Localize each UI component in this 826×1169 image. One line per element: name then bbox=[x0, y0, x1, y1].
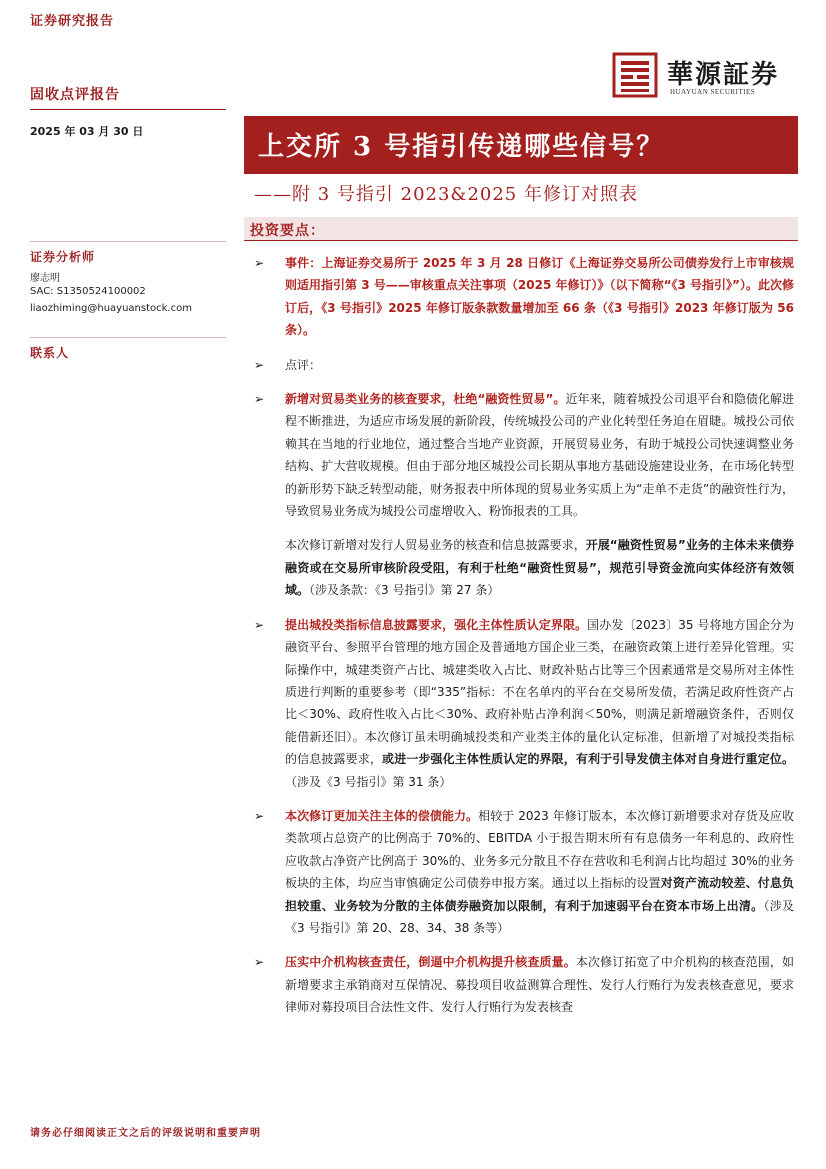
comment-label: 点评： bbox=[285, 357, 322, 372]
analyst-name: 廖志明 bbox=[30, 273, 60, 284]
paragraph bbox=[254, 534, 794, 601]
point-body: 相较于 2023 年修订版本，本次修订新增要求对存货及应收类款项占总资产的比例高于 70%的、EBITDA 小于报告期末所有有息债务一年利息的、政府性应收款占净资产比例高于 30%的、业务多元分散且不存在营收和毛利润占比均超过 30%的业务板块的主体，均应当审慎确定公司债券申报方案。通过以上指标的设置 bbox=[285, 808, 794, 891]
report-type-label: 证券研究报告 bbox=[30, 14, 115, 29]
arrow-bullet-icon: ➢ bbox=[254, 357, 265, 372]
analyst-label: 证券分析师 bbox=[30, 250, 96, 264]
point-body: 本次修订拓宽了中介机构的核查范围，如新增要求主承销商对互保情况、募投项目收益测算合理性、发行人行贿行为发表核查意见，要求律师对募投项目合法性文件、发行人行贿行为发表核查 bbox=[285, 955, 794, 1015]
list-item bbox=[254, 388, 794, 522]
sidebar-divider bbox=[30, 337, 226, 338]
point-heading: 压实中介机构核查责任，倒逼中介机构提升核查质量。 bbox=[285, 955, 576, 970]
report-date: 2025 年 03 月 30 日 bbox=[30, 125, 144, 138]
point-bold: 对资产流动较差、付息负担较重、业务较为分散的主体债券融资加以限制，有利于加速弱平台在资本市场上出清。 bbox=[285, 876, 794, 913]
huayuan-logo-icon bbox=[612, 52, 658, 98]
list-item bbox=[254, 805, 794, 939]
section-heading-bar bbox=[244, 217, 798, 241]
point-heading: 本次修订更加关注主体的偿债能力。 bbox=[285, 808, 479, 823]
header-divider bbox=[30, 109, 226, 110]
paragraph-bold: 开展“融资性贸易”业务的主体未来债券融资或在交易所审核阶段受阻，有利于杜绝“融资性贸易”，规范引导资金流向实体经济有效领域。 bbox=[285, 538, 794, 598]
point-ref: （涉及《3 号指引》第 31 条） bbox=[285, 774, 452, 789]
footer-disclaimer: 请务必仔细阅读正文之后的评级说明和重要声明 bbox=[30, 1128, 261, 1139]
logo-name-en: HUAYUAN SECURITIES bbox=[670, 88, 756, 96]
analyst-sac: SAC: S1350524100002 bbox=[30, 286, 146, 297]
sidebar-divider bbox=[30, 241, 226, 242]
point-body: 国办发〔2023〕35 号将地方国企分为融资平台、参照平台管理的地方国企及普通地方国企业三类，在融资政策上进行差异化管理。实际操作中，城建类资产占比、城建类收入占比、财政补贴占比等三个因素通常是交易所对主体性质进行判断的重要参考（即“335”指标：不在名单内的平台在交易所发债，若满足政府性资产占比＜30%、政府性收入占比＜30%、政府补贴占净利润＜50%，则满足新增融资条件，否则仅能借新还旧）。本次修订虽未明确城投类和产业类主体的量化认定标准，但新增了对城投类指标的信息披露要求， bbox=[285, 617, 794, 767]
list-item bbox=[254, 951, 794, 1018]
arrow-bullet-icon: ➢ bbox=[254, 617, 265, 632]
contact-label: 联系人 bbox=[30, 346, 70, 360]
arrow-bullet-icon: ➢ bbox=[254, 392, 265, 407]
list-item bbox=[254, 354, 794, 376]
point-heading: 提出城投类指标信息披露要求，强化主体性质认定界限。 bbox=[285, 617, 588, 632]
report-category-label: 固收点评报告 bbox=[30, 87, 120, 103]
arrow-bullet-icon: ➢ bbox=[254, 256, 265, 270]
paragraph-ref: （涉及条款：《3 号指引》第 27 条） bbox=[309, 583, 500, 598]
page-title: 上交所 3 号指引传递哪些信号？ bbox=[258, 132, 665, 162]
logo-name-cn: 華源証券 bbox=[667, 60, 780, 90]
analyst-email: liaozhiming@huayuanstock.com bbox=[30, 303, 192, 314]
event-summary: 事件：上海证券交易所于 2025 年 3 月 28 日修订《上海证券交易所公司债券发行上市审核规则适用指引第 3 号——审核重点关注事项（2025 年修订）》（以下简称“《3 号指引》”）。此次修订后，《3 号指引》2025 年修订版条款数量增加至 66 条（《3 号指引》2023 年修订版为 56 条）。 bbox=[285, 256, 794, 338]
list-item bbox=[254, 614, 794, 793]
point-ref: （涉及《3 号指引》第 20、28、34、38 条等） bbox=[285, 898, 794, 935]
point-body: 近年来，随着城投公司退平台和隐债化解进程不断推进，为适应市场发展的新阶段，传统城投公司的产业化转型任务迫在眉睫。城投公司依赖其在当地的行业地位，通过整合当地产业资源，开展贸易业务，有助于城投公司快速调整业务结构、扩大营收规模。但由于部分地区城投公司长期从事地方基础设施建设业务，在市场化转型的新形势下缺乏转型动能，财务报表中所体现的贸易业务实质上为“走单不走货”的融资性行为，导致贸易业务成为城投公司虚增收入、粉饰报表的工具。 bbox=[285, 392, 794, 519]
point-heading: 新增对贸易类业务的核查要求，杜绝“融资性贸易”。 bbox=[285, 392, 566, 407]
point-bold: 或进一步强化主体性质认定的界限，有利于引导发债主体对自身进行重定位。 bbox=[381, 752, 794, 767]
title-banner bbox=[244, 116, 798, 174]
main-content bbox=[254, 252, 794, 1019]
arrow-bullet-icon: ➢ bbox=[254, 955, 265, 970]
arrow-bullet-icon: ➢ bbox=[254, 808, 265, 823]
company-logo bbox=[612, 52, 787, 100]
list-item bbox=[254, 252, 794, 342]
paragraph-text: 本次修订新增对发行人贸易业务的核查和信息披露要求， bbox=[285, 538, 586, 553]
page-subtitle: ——附 3 号指引 2023&2025 年修订对照表 bbox=[254, 184, 638, 205]
section-heading: 投资要点： bbox=[250, 223, 325, 239]
